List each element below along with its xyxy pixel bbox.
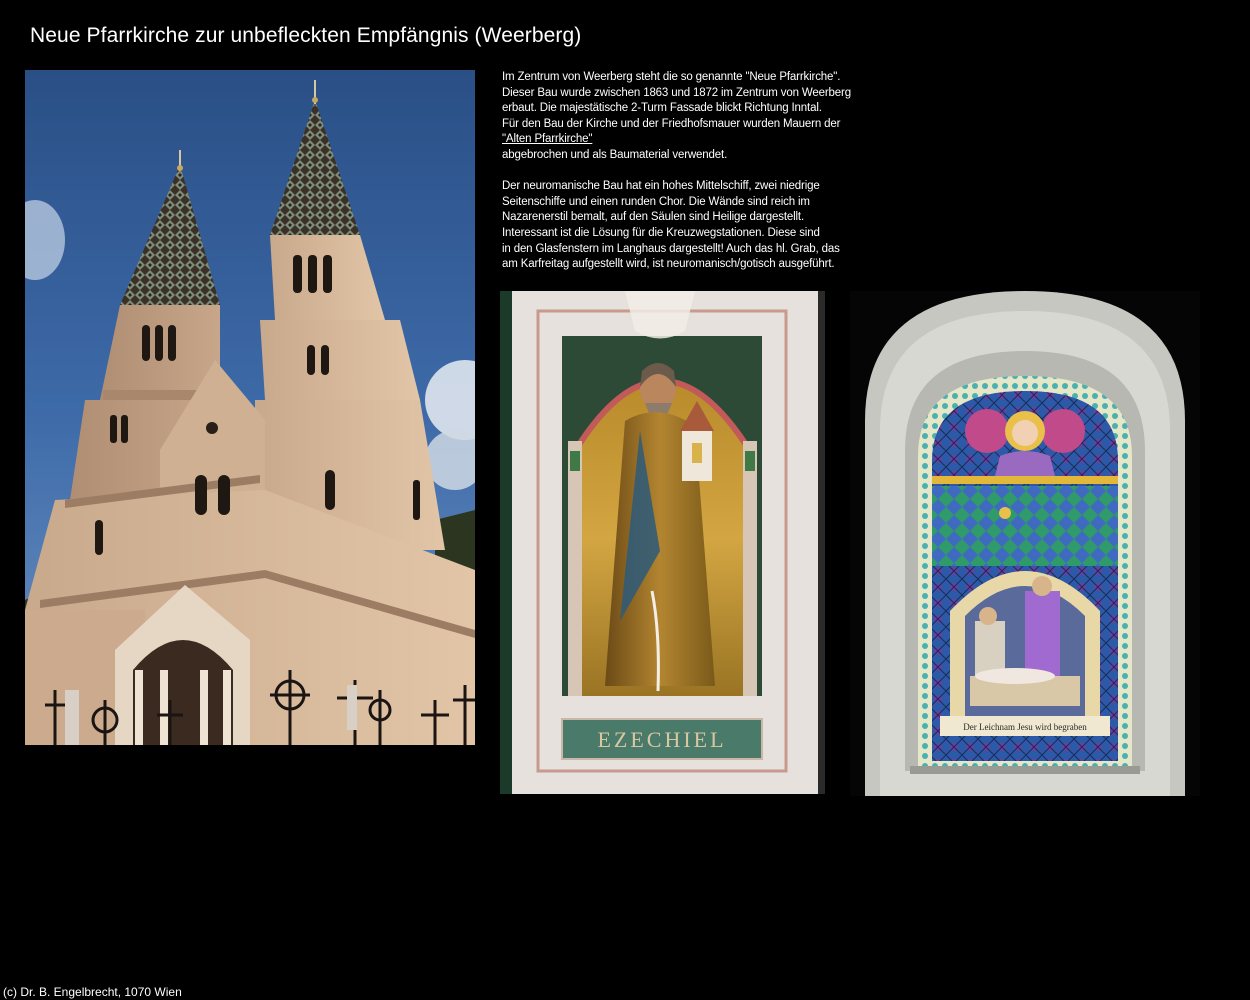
description-line: Seitenschiffe und einen runden Chor. Die Wände sind reich im <box>502 195 810 208</box>
description-line: in den Glasfenstern im Langhaus dargestellt! Auch das hl. Grab, das <box>502 242 840 255</box>
church-facade-photo[interactable] <box>25 70 475 745</box>
description-line: am Karfreitag aufgestellt wird, ist neuromanisch/gotisch ausgeführt. <box>502 258 835 271</box>
description-line: Dieser Bau wurde zwischen 1863 und 1872 im Zentrum von Weerberg <box>502 86 851 99</box>
ezechiel-painting-photo[interactable] <box>500 291 825 794</box>
description-line: Der neuromanische Bau hat ein hohes Mittelschiff, zwei niedrige <box>502 180 820 193</box>
alte-pfarrkirche-link-line <box>502 132 902 148</box>
stained-glass-window-image <box>850 291 1200 796</box>
church-description <box>502 70 902 273</box>
description-line: Im Zentrum von Weerberg steht die so genannte "Neue Pfarrkirche". <box>502 71 841 83</box>
ezechiel-painting-image <box>500 291 825 794</box>
description-line: Interessant ist die Lösung für die Kreuzwegstationen. Diese sind <box>502 226 820 239</box>
alte-pfarrkirche-link[interactable]: "Alten Pfarrkirche" <box>502 133 593 146</box>
copyright-footer: (c) Dr. B. Engelbrecht, 1070 Wien <box>3 985 182 999</box>
page-title: Neue Pfarrkirche zur unbefleckten Empfängnis (Weerberg) <box>30 24 582 47</box>
description-line: abgebrochen und als Baumaterial verwendet. <box>502 148 728 161</box>
description-line: erbaut. Die majestätische 2-Turm Fassade blickt Richtung Inntal. <box>502 102 822 115</box>
paragraph-gap <box>502 164 902 180</box>
description-line: Nazarenerstil bemalt, auf den Säulen sind Heilige dargestellt. <box>502 211 805 224</box>
ezechiel-nameplate: EZECHIEL <box>597 727 727 752</box>
description-line: Für den Bau der Kirche und der Friedhofsmauer wurden Mauern der <box>502 117 841 130</box>
church-facade-image <box>25 70 475 745</box>
stained-glass-window-photo[interactable] <box>850 291 1200 796</box>
window-caption: Der Leichnam Jesu wird begraben <box>963 722 1087 732</box>
